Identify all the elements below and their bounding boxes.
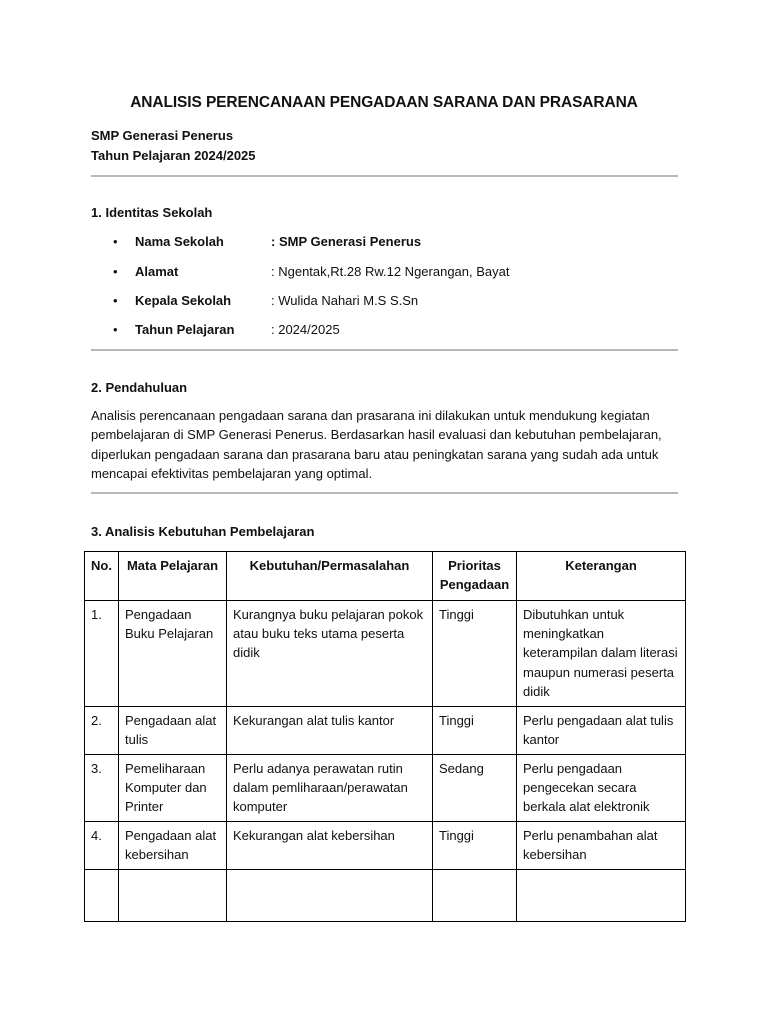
section-analisis-heading: 3. Analisis Kebutuhan Pembelajaran [91,524,315,539]
identity-label: Alamat [135,264,179,279]
cell-kebutuhan: Kurangnya buku pelajaran pokok atau buku teks utama peserta didik [227,601,433,707]
column-header-mata-pelajaran: Mata Pelajaran [119,552,227,601]
cell-mata-pelajaran [119,870,227,922]
cell-mata-pelajaran: Pengadaan alat kebersihan [119,822,227,870]
cell-no [85,870,119,922]
cell-no: 3. [85,755,119,822]
needs-analysis-table [84,551,686,922]
divider [91,492,678,494]
table-row [85,755,686,822]
cell-kebutuhan [227,870,433,922]
cell-prioritas: Tinggi [433,707,517,755]
pendahuluan-paragraph [91,406,681,483]
paragraph-line: pembelajaran di SMP Generasi Penerus. Berdasarkan hasil evaluasi dan kebutuhan pembelajaran, [91,427,662,443]
cell-prioritas [433,870,517,922]
bullet-icon: • [113,264,118,279]
column-header-no: No. [85,552,119,601]
cell-no: 2. [85,707,119,755]
table-row [85,822,686,870]
column-header-kebutuhan: Kebutuhan/Permasalahan [227,552,433,601]
section-identitas-heading: 1. Identitas Sekolah [91,205,213,220]
document-title: ANALISIS PERENCANAAN PENGADAAN SARANA DAN PRASARANA [130,94,638,111]
cell-kebutuhan: Perlu adanya perawatan rutin dalam pemliharaan/perawatan komputer [227,755,433,822]
identity-value: : SMP Generasi Penerus [271,234,422,249]
cell-mata-pelajaran: Pengadaan alat tulis [119,707,227,755]
divider [91,349,678,351]
identity-value: : 2024/2025 [271,322,340,337]
academic-year-line: Tahun Pelajaran 2024/2025 [91,148,256,163]
identity-value: : Ngentak,Rt.28 Rw.12 Ngerangan, Bayat [271,264,510,279]
table-header-row [85,552,686,601]
cell-prioritas: Tinggi [433,601,517,707]
school-name-line: SMP Generasi Penerus [91,128,234,143]
divider [91,175,678,177]
cell-keterangan: Dibutuhkan untuk meningkatkan keterampilan dalam literasi maupun numerasi peserta didik [517,601,686,707]
column-header-keterangan: Keterangan [517,552,686,601]
paragraph-line: Analisis perencanaan pengadaan sarana dan prasarana ini dilakukan untuk mendukung kegiatan [91,408,650,423]
bullet-icon: • [113,322,118,337]
table-row-empty [85,870,686,922]
cell-keterangan: Perlu pengadaan alat tulis kantor [517,707,686,755]
cell-kebutuhan: Kekurangan alat tulis kantor [227,707,433,755]
column-header-prioritas: Prioritas Pengadaan [433,552,517,601]
cell-prioritas: Sedang [433,755,517,822]
cell-kebutuhan: Kekurangan alat kebersihan [227,822,433,870]
cell-prioritas: Tinggi [433,822,517,870]
paragraph-line: diperlukan pengadaan sarana dan prasarana baru atau peningkatan sarana yang sudah ada untuk [91,446,659,462]
cell-keterangan [517,870,686,922]
identity-value: : Wulida Nahari M.S S.Sn [271,293,419,308]
table-row [85,707,686,755]
cell-mata-pelajaran: Pengadaan Buku Pelajaran [119,601,227,707]
identity-label: Nama Sekolah [135,234,224,249]
cell-mata-pelajaran: Pemeliharaan Komputer dan Printer [119,755,227,822]
bullet-icon: • [113,234,118,249]
identity-label: Tahun Pelajaran [135,322,235,337]
section-pendahuluan-heading: 2. Pendahuluan [91,380,188,395]
cell-keterangan: Perlu penambahan alat kebersihan [517,822,686,870]
cell-keterangan: Perlu pengadaan pengecekan secara berkala alat elektronik [517,755,686,822]
paragraph-line: mencapai efektivitas pembelajaran yang optimal. [91,465,373,481]
cell-no: 4. [85,822,119,870]
identity-label: Kepala Sekolah [135,293,232,308]
bullet-icon: • [113,293,118,308]
table-row [85,601,686,707]
cell-no: 1. [85,601,119,707]
